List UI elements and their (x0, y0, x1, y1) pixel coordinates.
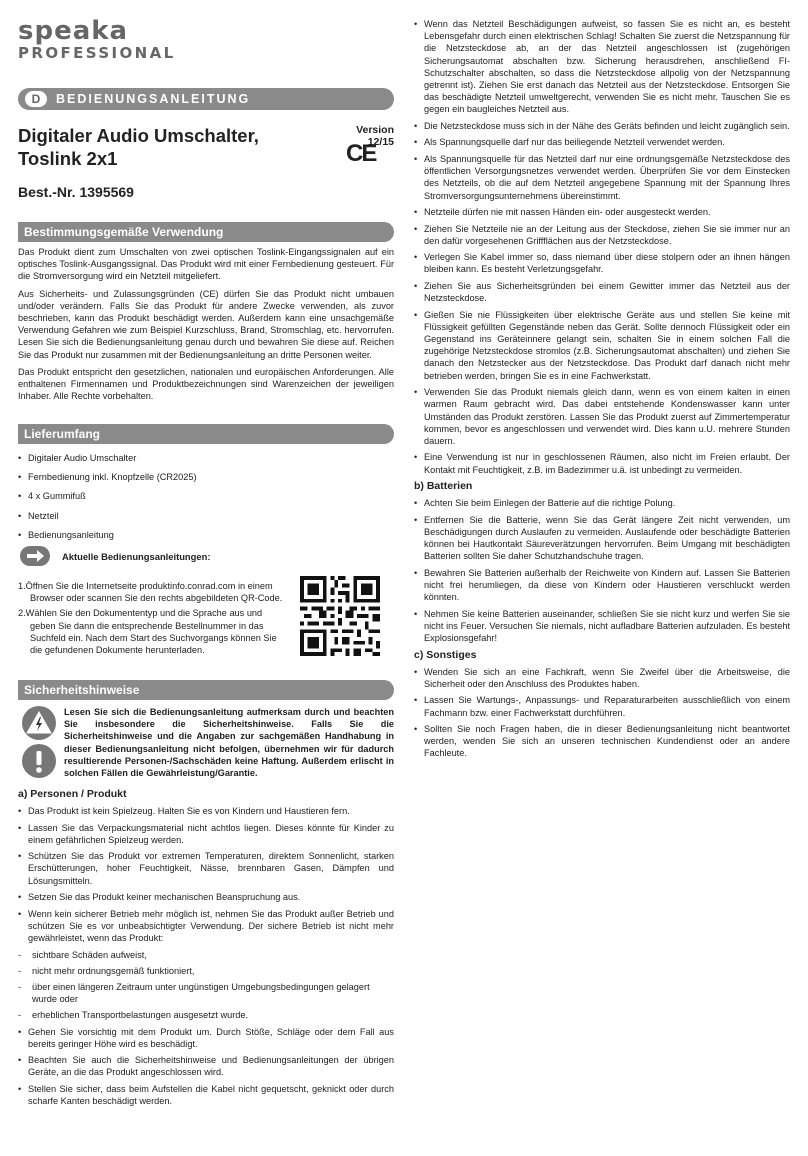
subsection-heading-b: b) Batterien (414, 480, 473, 493)
list-item: • Wenn kein sicherer Betrieb mehr möglich ist, nehmen Sie das Produkt außer Betrieb und schützen Sie es vor unbeabsichtigter Verwendung. Der sichere Betrieb ist nicht mehr gewährleistet, wenn das Produkt: (18, 908, 394, 945)
qr-code (300, 576, 380, 656)
logo-subline: PROFESSIONAL (18, 44, 176, 62)
product-title (18, 124, 328, 170)
paragraph: Aus Sicherheits- und Zulassungsgründen (CE) dürfen Sie das Produkt nicht umbauen und/oder verändern. Falls Sie das Produkt für andere Zwecke verwenden, als zuvor beschrieben, kann das Produkt beschädigt werden. Außerdem kann eine unsachgemäße Verwendung Gefahren wie zum Beispiel Kurzschluss, Brand, Stromschlag, etc. hervorrufen. Lesen Sie sich die Bedienungsanleitung genau durch und bewahren Sie diese auf. Reichen Sie das Produkt nur zusammen mit der Bedienungsanleitung an dritte Personen weiter. (18, 288, 394, 360)
list-item: • Gehen Sie vorsichtig mit dem Produkt um. Durch Stöße, Schläge oder dem Fall aus bereits geringer Höhe wird es beschädigt. (18, 1026, 394, 1050)
list-item: • Als Spannungsquelle darf nur das beiliegende Netzteil verwendet werden. (414, 136, 790, 148)
step-2: 2.Wählen Sie den Dokumententyp und die Sprache aus und geben Sie dann die entsprechende Bestellnummer in das Suchfeld ein. Nach dem Start des Suchvorgangs können Sie die gefundenen Dokumente herunterladen. (18, 608, 277, 656)
list-item: • Ziehen Sie aus Sicherheitsgründen bei einem Gewitter immer das Netzteil aus der Netzsteckdose. (414, 280, 790, 304)
dash-item: - über einen längeren Zeitraum unter ungünstigen Umgebungsbedingungen gelagert wurde oder (18, 981, 394, 1005)
intended-use-text (18, 246, 394, 402)
list-item: • Bedienungsanleitung (18, 529, 394, 541)
manuals-steps (18, 580, 290, 659)
right-column (414, 18, 790, 764)
section-heading-contents: Lieferumfang (18, 424, 394, 444)
list-item: • Lassen Sie das Verpackungsmaterial nicht achtlos liegen. Dieses könnte für Kinder zu einem gefährlichen Spielzeug werden. (18, 822, 394, 846)
warning-text: Lesen Sie sich die Bedienungsanleitung aufmerksam durch und beachten Sie insbesondere die Sicherheitshinweise. Falls Sie die Sicherheitshinweise und die Angaben zur sachgemäßen Handhabung in dieser Bedienungsanleitung nicht befolgen, übernehmen wir für dadurch resultierende Personen-/Sachschäden keine Haftung. Außerdem erlischt in solchen Fällen die Gewährleistung/Garantie. (64, 707, 394, 779)
manual-label: BEDIENUNGSANLEITUNG (56, 92, 251, 106)
persons-product-section (18, 784, 394, 1112)
title-line-1: Digitaler Audio Umschalter, (18, 125, 259, 146)
list-item: • Netzteile dürfen nie mit nassen Händen ein- oder ausgesteckt werden. (414, 206, 790, 218)
dash-item: - nicht mehr ordnungsgemäß funktioniert, (18, 965, 394, 977)
subsection-heading-a: a) Personen / Produkt (18, 788, 127, 800)
brand-logo (18, 16, 176, 62)
dash-item: - erheblichen Transportbelastungen ausgesetzt wurde. (18, 1009, 394, 1021)
list-item: • Gießen Sie nie Flüssigkeiten über elektrische Geräte aus und stellen Sie keine mit Flüssigkeit gefüllten Gegenstände neben das Gerät. Sollte dennoch Flüssigkeit oder ein Gegenstand ins Geräteinnere gelangt sein, schalten Sie in einem solchen Fall die zugehörige Netzsteckdose stromlos (z.B. Sicherungsautomat abschalten) und ziehen Sie danach den Netzstecker aus der Netzsteckdose. Das Produkt darf danach nicht mehr betrieben werden, bringen Sie es in eine Fachwerkstatt. (414, 309, 790, 382)
manual-label-bar (18, 88, 394, 110)
list-item: • Sollten Sie noch Fragen haben, die in dieser Bedienungsanleitung nicht beantwortet werden, wenden Sie sich an unseren technischen Kundendienst oder an andere Fachleute. (414, 723, 790, 760)
list-item: • Digitaler Audio Umschalter (18, 452, 394, 464)
ce-mark: CE (346, 140, 376, 167)
section-heading-intended-use: Bestimmungsgemäße Verwendung (18, 222, 394, 242)
list-item: • Beachten Sie auch die Sicherheitshinweise und Bedienungsanleitungen der übrigen Geräte, an die das Produkt angeschlossen wird. (18, 1054, 394, 1078)
paragraph: Das Produkt entspricht den gesetzlichen, nationalen und europäischen Anforderungen. Alle enthaltenen Firmennamen und Produktbezeichnungen sind Warenzeichen der jeweiligen Inhaber. Alle Rechte vorbehalten. (18, 366, 394, 402)
dash-item: - sichtbare Schäden aufweist, (18, 949, 394, 961)
paragraph: Das Produkt dient zum Umschalten von zwei optischen Toslink-Eingangssignalen auf ein optisches Toslink-Ausgangssignal. Das Produkt wird mit einer Fernbedienung gesteuert. Für die Stromversorgung wird ein Netzteil mitgeliefert. (18, 247, 394, 282)
order-number: Best.-Nr. 1395569 (18, 184, 134, 200)
list-item: • Verwenden Sie das Produkt niemals gleich dann, wenn es von einem kalten in einen warmen Raum gebracht wird. Das dabei entstehende Kondenswasser kann unter Umständen das Produkt zerstören. Lassen Sie das Produkt zuerst auf Zimmertemperatur kommen, bevor es angeschlossen und verwendet wird. Dies kann u.U. mehrere Stunden dauern. (414, 386, 790, 447)
list-item: • Lassen Sie Wartungs-, Anpassungs- und Reparaturarbeiten ausschließlich von einem Fachmann bzw. einer Fachwerkstatt durchführen. (414, 694, 790, 718)
version-label: Version 12/15 (356, 124, 394, 148)
list-item: • Fernbedienung inkl. Knopfzelle (CR2025) (18, 471, 394, 483)
list-item: • Die Netzsteckdose muss sich in der Nähe des Geräts befinden und leicht zugänglich sein. (414, 120, 790, 132)
list-item: • Nehmen Sie keine Batterien auseinander, schließen Sie sie nicht kurz und werfen Sie sie nicht ins Feuer. Versuchen Sie niemals, nicht aufladbare Batterien aufzuladen. Es besteht Explosionsgefahr! (414, 608, 790, 645)
list-item: • Ziehen Sie Netzteile nie an der Leitung aus der Steckdose, ziehen Sie sie immer nur an den dafür vorgesehenen Griffflächen aus der Netzsteckdose. (414, 223, 790, 247)
list-item: • Verlegen Sie Kabel immer so, dass niemand über diese stolpern oder an ihnen hängen bleiben kann. Es besteht Verletzungsgefahr. (414, 251, 790, 275)
list-item: • Bewahren Sie Batterien außerhalb der Reichweite von Kindern auf. Lassen Sie Batterien nicht frei herumliegen, da diese von Kindern oder Haustieren verschluckt werden könnten. (414, 567, 790, 604)
list-item: • Schützen Sie das Produkt vor extremen Temperaturen, direktem Sonnenlicht, starken Erschütterungen, hoher Feuchtigkeit, Nässe, brennbaren Gasen, Dämpfen und Lösungsmitteln. (18, 850, 394, 887)
arrow-right-icon (20, 546, 50, 566)
high-voltage-icon (22, 706, 56, 740)
list-item: • 4 x Gummifuß (18, 490, 394, 502)
list-item: • Setzen Sie das Produkt keiner mechanischen Beanspruchung aus. (18, 891, 394, 903)
manuals-heading: Aktuelle Bedienungsanleitungen: (62, 551, 211, 562)
language-badge: D (25, 91, 47, 107)
safety-warning (64, 706, 394, 779)
list-item: • Das Produkt ist kein Spielzeug. Halten Sie es von Kindern und Haustieren fern. (18, 805, 394, 817)
list-item: • Netzteil (18, 510, 394, 522)
list-item: • Achten Sie beim Einlegen der Batterie auf die richtige Polung. (414, 497, 790, 509)
list-item: • Stellen Sie sicher, dass beim Aufstellen die Kabel nicht gequetscht, geknickt oder durch scharfe Kanten beschädigt werden. (18, 1083, 394, 1107)
title-line-2: Toslink 2x1 (18, 148, 118, 169)
section-heading-safety: Sicherheitshinweise (18, 680, 394, 700)
list-item: • Entfernen Sie die Batterie, wenn Sie das Gerät längere Zeit nicht verwenden, um Beschädigungen durch Auslaufen zu vermeiden. Auslaufende oder beschädigte Batterien können bei Hautkontakt Säureverätzungen hervorrufen. Beim Umgang mit beschädigten Batterien sollten Sie daher Schutzhandschuhe tragen. (414, 514, 790, 563)
list-item: • Wenden Sie sich an eine Fachkraft, wenn Sie Zweifel über die Arbeitsweise, die Sicherheit oder den Anschluss des Produktes haben. (414, 666, 790, 690)
contents-list (18, 452, 394, 548)
list-item: • Eine Verwendung ist nur in geschlossenen Räumen, also nicht im Freien erlaubt. Der Kontakt mit Feuchtigkeit, z.B. im Badezimmer u.ä. ist unbedingt zu vermeiden. (414, 451, 790, 475)
step-1: 1.Öffnen Sie die Internetseite produktinfo.conrad.com in einem Browser oder scannen Sie den rechts abgebildeten QR-Code. (18, 581, 283, 604)
list-item: • Als Spannungsquelle für das Netzteil darf nur eine ordnungsgemäße Netzsteckdose des öffentlichen Versorgungsnetzes verwendet werden. Überprüfen Sie vor dem Einstecken des Netzteils, ob die auf dem Netzteil angegebene Spannung mit der Spannung Ihres Stromversorgungsunternehmens übereinstimmt. (414, 153, 790, 202)
list-item: • Wenn das Netzteil Beschädigungen aufweist, so fassen Sie es nicht an, es besteht Lebensgefahr durch einen elektrischen Schlag! Schalten Sie zuerst die Netzspannung für die Netzsteckdose ab, an der das Netzteil angeschlossen ist (zugehörigen Sicherungsautomat abschalten bzw. Sicherung herausdrehen, anschließend FI-Schutzschalter abschalten, so dass die Netzsteckdose allpolig von der Netzspannung getrennt ist). Ziehen Sie erst danach das Netzteil aus der Netzsteckdose. Entsorgen Sie das beschädigte Netzteil umweltgerecht, verwenden Sie es nicht mehr. Tauschen Sie es gegen ein baugleiches Netzteil aus. (414, 18, 790, 116)
logo-wordmark: speaka (18, 16, 129, 46)
exclamation-icon (22, 744, 56, 778)
subsection-heading-c: c) Sonstiges (414, 648, 477, 661)
